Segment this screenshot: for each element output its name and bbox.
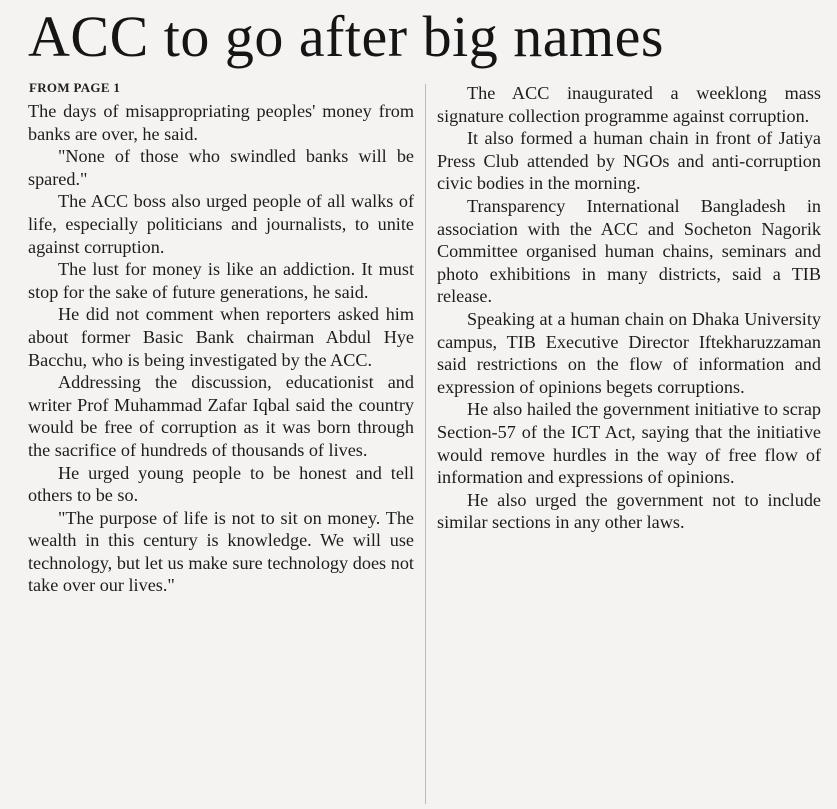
paragraph: The ACC boss also urged people of all walks of life, especially politicians and journalists, to unite against corruption. bbox=[28, 191, 414, 257]
paragraph: "None of those who swindled banks will be spared." bbox=[28, 146, 414, 189]
paragraph: He also urged the government not to include similar sections in any other laws. bbox=[437, 489, 821, 533]
paragraph: It also formed a human chain in front of Jatiya Press Club attended by NGOs and anti-corruption civic bodies in the morning. bbox=[437, 128, 821, 194]
paragraph: He urged young people to be honest and tell others to be so. bbox=[28, 462, 414, 506]
left-column bbox=[28, 100, 414, 597]
paragraph: "The purpose of life is not to sit on money. The wealth in this century is knowledge. We will use technology, but let us make sure technology does not take over our lives." bbox=[28, 507, 414, 596]
paragraph: The days of misappropriating peoples' money from banks are over, he said. bbox=[28, 101, 414, 144]
paragraph: He did not comment when reporters asked him about former Basic Bank chairman Abdul Hye Bacchu, who is being investigated by the ACC. bbox=[28, 304, 414, 370]
paragraph: He also hailed the government initiative to scrap Section-57 of the ICT Act, saying that the initiative would remove hurdles in the way of free flow of information and expressions of opinions. bbox=[437, 399, 821, 488]
paragraph: The lust for money is like an addiction. It must stop for the sake of future generations, he said. bbox=[28, 259, 414, 302]
right-column bbox=[437, 82, 821, 534]
kicker-from-page: FROM PAGE 1 bbox=[29, 80, 121, 95]
paragraph: Speaking at a human chain on Dhaka University campus, TIB Executive Director Iftekharuzzaman said restrictions on the flow of information and expression of opinions begets corruptions. bbox=[437, 308, 821, 397]
paragraph: Transparency International Bangladesh in association with the ACC and Socheton Nagorik Committee organised human chains, seminars and photo exhibitions in many districts, said a TIB release. bbox=[437, 195, 821, 307]
headline: ACC to go after big names bbox=[28, 4, 664, 69]
column-divider bbox=[425, 84, 426, 804]
paragraph: Addressing the discussion, educationist and writer Prof Muhammad Zafar Iqbal said the country would be free of corruption as it was born through the sacrifice of hundreds of thousands of lives. bbox=[28, 372, 414, 460]
paragraph: The ACC inaugurated a weeklong mass signature collection programme against corruption. bbox=[437, 83, 821, 126]
